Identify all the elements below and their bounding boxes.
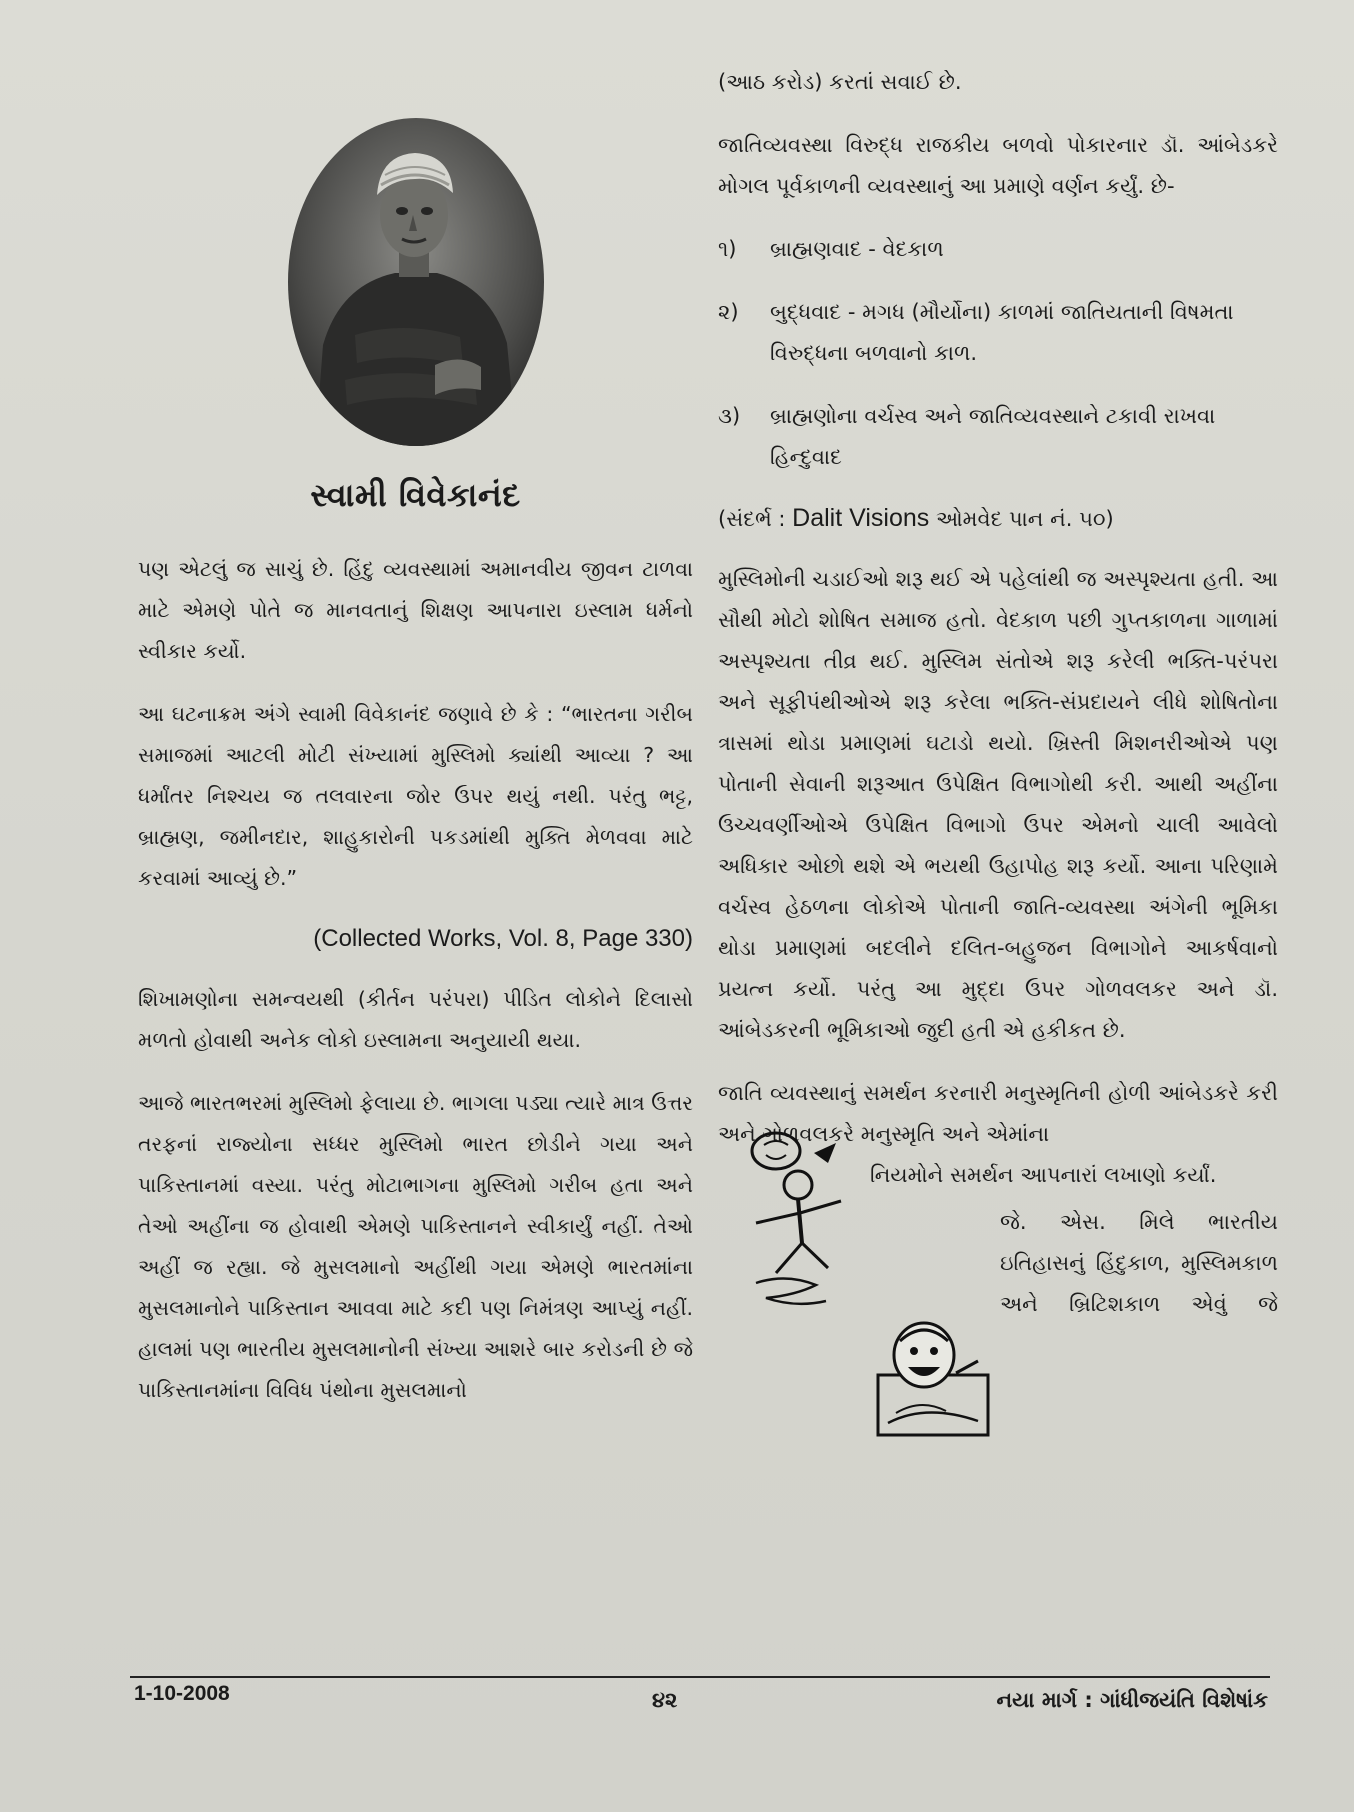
- reference-line: [718, 500, 1278, 537]
- laughing-face-cartoon: [866, 1313, 996, 1445]
- portrait-caption: સ્વામી વિવેકાનંદ: [310, 476, 521, 514]
- list-text: બુદ્ધવાદ - મગધ (મૌર્યોના) કાળમાં જાતિયતાની વિષમતા વિરુદ્ધના બળવાનો કાળ.: [770, 300, 1234, 365]
- reference-prefix: (સંદર્ભ :: [718, 507, 793, 531]
- reference-title: Dalit Visions: [792, 504, 930, 532]
- list-item: [718, 396, 1278, 478]
- left-paragraph-2: આ ઘટનાક્રમ અંગે સ્વામી વિવેકાનંદ જણાવે છે કે : “ભારતના ગરીબ સમાજમાં આટલી મોટી સંખ્યામાં મુસ્લિમો ક્યાંથી આવ્યા ? આ ધર્માંતર નિશ્ચય જ તલવારના જોર ઉપર થયું નથી. પરંતુ ભટ્ટ, બ્રાહ્મણ, જમીનદાર, શાહુકારોની પકડમાંથી મુક્તિ મેળવવા માટે કરવામાં આવ્યું છે.”: [138, 702, 693, 890]
- left-column: [138, 100, 693, 1433]
- list-item: [718, 229, 1278, 270]
- right-paragraph-3-continued: નિયમોને સમર્થન આપનારાં લખાણો કર્યાં.: [870, 1163, 1217, 1187]
- footer-date: 1-10-2008: [134, 1682, 230, 1705]
- left-paragraph-1: પણ એટલું જ સાચું છે. હિંદુ વ્યવસ્થામાં અમાનવીય જીવન ટાળવા માટે એમણે પોતે જ માનવતાનું શિક્ષણ આપનારા ઇસ્લામ ધર્મનો સ્વીકાર કર્યો.: [138, 557, 693, 663]
- portrait-block: [138, 115, 693, 515]
- right-paragraph-3: જાતિ વ્યવસ્થાનું સમર્થન કરનારી મનુસ્મૃતિની હોળી આંબેડકરે કરી અને ગોળવલકરે મનુસ્મૃતિ અને એમાંના: [718, 1081, 1278, 1146]
- list-text: બ્રાહ્મણવાદ - વેદકાળ: [770, 237, 944, 261]
- magazine-title: નયા માર્ગ : ગાંધીજયંતિ વિશેષાંક: [996, 1688, 1268, 1712]
- ambedkar-list: [718, 229, 1278, 478]
- left-paragraph-3: શિખામણોના સમન્વયથી (કીર્તન પરંપરા) પીડિત લોકોને દિલાસો મળતો હોવાથી અનેક લોકો ઇસ્લામના અનુયાયી થયા.: [138, 987, 693, 1052]
- right-paragraph-1: જાતિવ્યવસ્થા વિરુદ્ધ રાજકીય બળવો પોકારનાર ડૉ. આંબેડકરે મોગલ પૂર્વકાળની વ્યવસ્થાનું આ પ્રમાણે વર્ણન કર્યું. છે-: [718, 133, 1278, 198]
- list-item: [718, 292, 1278, 374]
- list-number: ૧): [718, 237, 737, 261]
- list-number: ૨): [718, 300, 739, 324]
- portrait-illustration: [285, 115, 547, 450]
- collected-works-citation: (Collected Works, Vol. 8, Page 330): [313, 925, 693, 952]
- right-column: [718, 62, 1278, 1325]
- right-paragraph-4: જે. એસ. મિલે ભારતીય ઇતિહાસનું હિંદુકાળ, મુસ્લિમકાળ અને બ્રિટિશકાળ એવું જે: [1000, 1210, 1278, 1316]
- cartoon-wrap-block: [718, 1073, 1278, 1325]
- left-paragraph-4: આજે ભારતભરમાં મુસ્લિમો ફેલાયા છે. ભાગલા પડ્યા ત્યારે માત્ર ઉત્તર તરફનાં રાજ્યોના સધ્ધર મુસ્લિમો ભારત છોડીને ગયા અને પાકિસ્તાનમાં વસ્યા. પરંતુ મોટાભાગના મુસ્લિમો ગરીબ હતા અને તેઓ અહીંના જ હોવાથી એમણે પાકિસ્તાનને સ્વીકાર્યું નહીં. તેઓ અહીં જ રહ્યા. જે મુસલમાનો અહીંથી ગયા એમણે ભારતમાંના મુસલમાનોને પાકિસ્તાન આવવા માટે કદી પણ નિમંત્રણ આપ્યું નહીં. હાલમાં પણ ભારતીય મુસલમાનોની સંખ્યા આશરે બાર કરોડની છે જે પાકિસ્તાનમાંના વિવિધ પંથોના મુસલમાનો: [138, 1091, 693, 1402]
- list-number: ૩): [718, 404, 741, 428]
- page-number: ૪૨: [652, 1688, 678, 1712]
- reference-suffix: ઓમવેદ પાન નં. ૫૦): [929, 507, 1114, 531]
- left-body: [138, 549, 693, 1411]
- dancing-figure-cartoon: [736, 1123, 856, 1323]
- list-text: બ્રાહ્મણોના વર્ચસ્વ અને જાતિવ્યવસ્થાને ટકાવી રાખવા હિન્દુવાદ: [770, 404, 1216, 469]
- right-line-1: (આઠ કરોડ) કરતાં સવાઈ છે.: [718, 70, 962, 94]
- footer-divider: [130, 1676, 1270, 1678]
- right-paragraph-2: મુસ્લિમોની ચડાઈઓ શરૂ થઈ એ પહેલાંથી જ અસ્પૃશ્યતા હતી. આ સૌથી મોટો શોષિત સમાજ હતો. વેદકાળ પછી ગુપ્તકાળના ગાળામાં અસ્પૃશ્યતા તીવ્ર થઈ. મુસ્લિમ સંતોએ શરૂ કરેલી ભક્તિ-પરંપરા અને સૂફીપંથીઓએ શરૂ કરેલા ભક્તિ-સંપ્રદાયને લીધે શોષિતોના ત્રાસમાં થોડા પ્રમાણમાં ઘટાડો થયો. ખ્રિસ્તી મિશનરીઓએ પણ પોતાની સેવાની શરૂઆત ઉપેક્ષિત વિભાગોથી કરી. આથી અહીંના ઉચ્ચવર્ણીઓએ ઉપેક્ષિત વિભાગો ઉપર એમનો ચાલી આવેલો અધિકાર ઓછો થશે એ ભયથી ઉહાપોહ શરૂ કર્યો. આના પરિણામે વર્ચસ્વ હેઠળના લોકોએ પોતાની જાતિ-વ્યવસ્થા અંગેની ભૂમિકા થોડા પ્રમાણમાં બદલીને દલિત-બહુજન વિભાગોને આકર્ષવાનો પ્રયત્ન કર્યો. પરંતુ આ મુદ્દા ઉપર ગોળવલકર અને ડૉ. આંબેડકરની ભૂમિકાઓ જુદી હતી એ હકીકત છે.: [718, 567, 1279, 1042]
